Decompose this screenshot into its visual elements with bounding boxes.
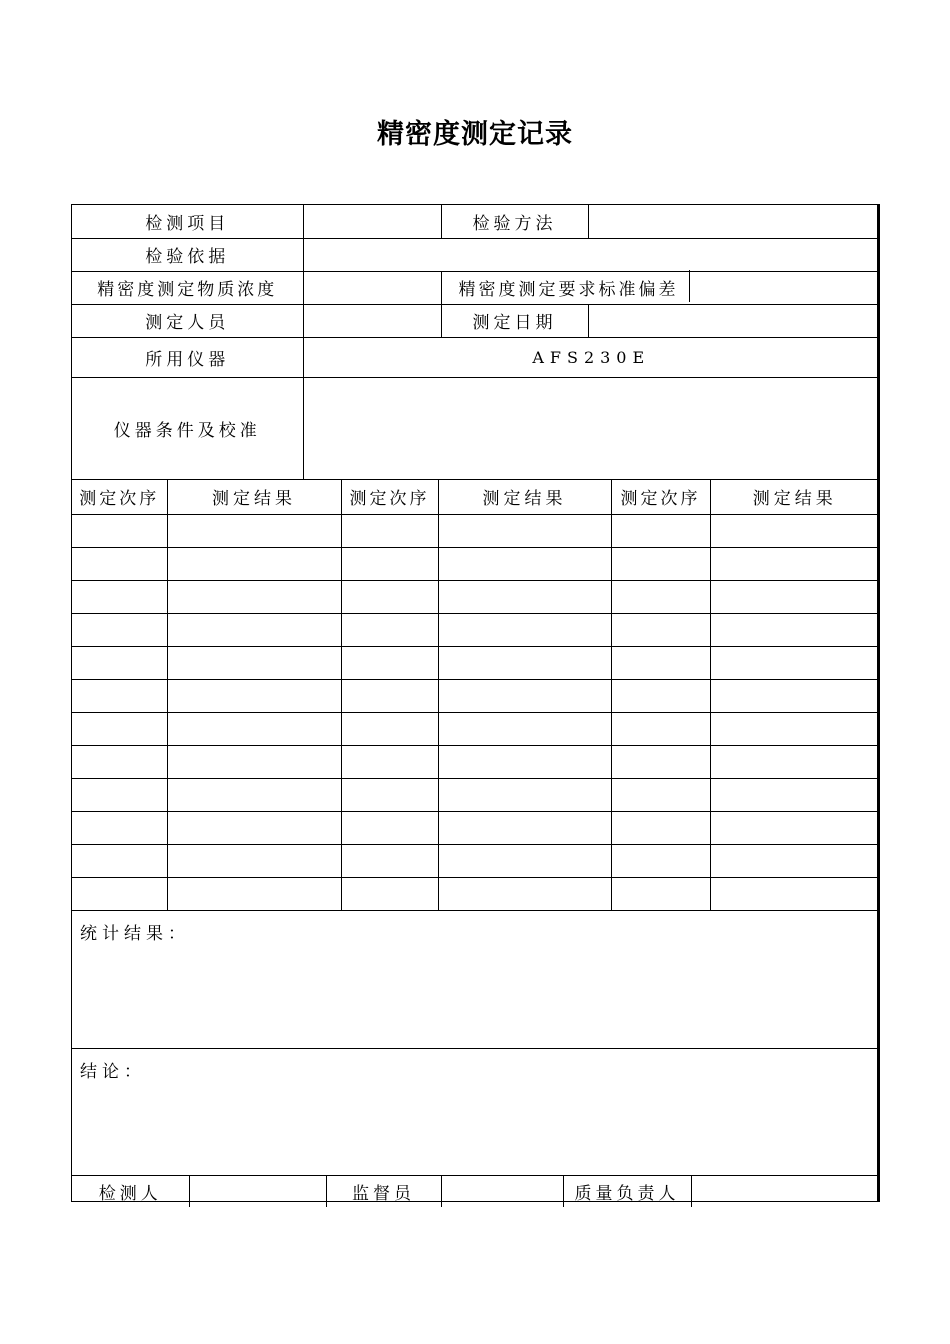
seq-cell[interactable]	[341, 745, 438, 778]
result-cell[interactable]	[710, 547, 879, 580]
item-label: 检测项目	[72, 205, 303, 238]
result-cell[interactable]	[167, 844, 341, 877]
col-result-1: 测定结果	[167, 479, 341, 514]
conditions-label: 仪器条件及校准	[72, 377, 303, 479]
seq-cell[interactable]	[341, 580, 438, 613]
seq-cell[interactable]	[341, 811, 438, 844]
conditions-field[interactable]	[303, 377, 879, 479]
seq-cell[interactable]	[341, 712, 438, 745]
result-cell[interactable]	[438, 580, 611, 613]
results-body	[72, 514, 879, 910]
std-dev-label: 精密度测定要求标准偏差	[441, 271, 879, 304]
table-row	[72, 844, 879, 877]
seq-cell[interactable]	[72, 877, 167, 910]
seq-cell[interactable]	[341, 844, 438, 877]
signature-table	[72, 1175, 879, 1208]
summary-table	[72, 910, 877, 1176]
seq-cell[interactable]	[72, 844, 167, 877]
seq-cell[interactable]	[72, 811, 167, 844]
seq-cell[interactable]	[611, 745, 710, 778]
instrument-value[interactable]: AFS230E	[303, 337, 879, 377]
method-label: 检验方法	[441, 205, 588, 238]
table-row	[72, 679, 879, 712]
seq-cell[interactable]	[341, 613, 438, 646]
seq-cell[interactable]	[341, 679, 438, 712]
header-table	[72, 205, 879, 480]
seq-cell[interactable]	[341, 547, 438, 580]
seq-cell[interactable]	[72, 712, 167, 745]
result-cell[interactable]	[438, 844, 611, 877]
seq-cell[interactable]	[611, 811, 710, 844]
col-seq-1: 测定次序	[72, 479, 167, 514]
result-cell[interactable]	[710, 679, 879, 712]
results-table	[72, 479, 879, 911]
statistics-area[interactable]	[72, 910, 877, 1048]
supervisor-label: 监督员	[326, 1175, 441, 1207]
result-cell[interactable]	[167, 712, 341, 745]
table-row	[72, 745, 879, 778]
seq-cell[interactable]	[611, 778, 710, 811]
seq-cell[interactable]	[72, 613, 167, 646]
seq-cell[interactable]	[611, 613, 710, 646]
result-cell[interactable]	[167, 877, 341, 910]
std-dev-divider	[689, 270, 690, 302]
result-cell[interactable]	[710, 712, 879, 745]
table-row	[72, 646, 879, 679]
concentration-field[interactable]	[303, 271, 441, 304]
table-row	[72, 613, 879, 646]
result-cell[interactable]	[438, 646, 611, 679]
result-cell[interactable]	[438, 613, 611, 646]
result-cell[interactable]	[167, 580, 341, 613]
seq-cell[interactable]	[72, 547, 167, 580]
instrument-label: 所用仪器	[72, 337, 303, 377]
table-row	[72, 811, 879, 844]
result-cell[interactable]	[167, 778, 341, 811]
seq-cell[interactable]	[611, 712, 710, 745]
basis-field[interactable]	[303, 238, 879, 271]
col-seq-2: 测定次序	[341, 479, 438, 514]
page-title: 精密度测定记录	[377, 119, 573, 150]
conclusion-area[interactable]	[72, 1048, 877, 1175]
seq-cell[interactable]	[341, 877, 438, 910]
col-result-2: 测定结果	[438, 479, 611, 514]
seq-cell[interactable]	[341, 778, 438, 811]
basis-label: 检验依据	[72, 238, 303, 271]
result-cell[interactable]	[167, 613, 341, 646]
col-result-3: 测定结果	[710, 479, 879, 514]
seq-cell[interactable]	[611, 679, 710, 712]
result-cell[interactable]	[710, 646, 879, 679]
seq-cell[interactable]	[341, 646, 438, 679]
result-cell[interactable]	[710, 844, 879, 877]
result-cell[interactable]	[710, 514, 879, 547]
seq-cell[interactable]	[72, 745, 167, 778]
seq-cell[interactable]	[72, 679, 167, 712]
quality-label: 质量负责人	[563, 1175, 691, 1207]
result-cell[interactable]	[710, 811, 879, 844]
seq-cell[interactable]	[611, 844, 710, 877]
seq-cell[interactable]	[72, 778, 167, 811]
seq-cell[interactable]	[72, 514, 167, 547]
result-cell[interactable]	[710, 580, 879, 613]
concentration-label: 精密度测定物质浓度	[72, 271, 303, 304]
date-label: 测定日期	[441, 304, 588, 337]
result-cell[interactable]	[167, 646, 341, 679]
item-field[interactable]	[303, 205, 441, 238]
table-row	[72, 778, 879, 811]
result-cell[interactable]	[438, 547, 611, 580]
quality-field[interactable]	[691, 1175, 879, 1207]
result-cell[interactable]	[710, 778, 879, 811]
seq-cell[interactable]	[611, 547, 710, 580]
seq-cell[interactable]	[611, 580, 710, 613]
table-row	[72, 877, 879, 910]
result-cell[interactable]	[438, 679, 611, 712]
operator-field[interactable]	[303, 304, 441, 337]
method-field[interactable]	[588, 205, 879, 238]
table-row	[72, 580, 879, 613]
table-row	[72, 712, 879, 745]
result-cell[interactable]	[710, 613, 879, 646]
seq-cell[interactable]	[72, 580, 167, 613]
frame-edge	[878, 204, 880, 1202]
result-cell[interactable]	[167, 679, 341, 712]
table-row	[72, 547, 879, 580]
date-field[interactable]	[588, 304, 879, 337]
result-cell[interactable]	[438, 745, 611, 778]
result-cell[interactable]	[438, 877, 611, 910]
result-cell[interactable]	[438, 514, 611, 547]
seq-cell[interactable]	[341, 514, 438, 547]
seq-cell[interactable]	[611, 514, 710, 547]
result-cell[interactable]	[438, 811, 611, 844]
statistics-label: 统计结果：	[80, 923, 190, 944]
col-seq-3: 测定次序	[611, 479, 710, 514]
result-cell[interactable]	[167, 745, 341, 778]
record-form	[71, 204, 878, 1202]
seq-cell[interactable]	[611, 877, 710, 910]
result-cell[interactable]	[167, 547, 341, 580]
operator-label: 测定人员	[72, 304, 303, 337]
tester-label: 检测人	[72, 1175, 189, 1207]
result-cell[interactable]	[438, 712, 611, 745]
table-row	[72, 514, 879, 547]
result-cell[interactable]	[438, 778, 611, 811]
conclusion-label: 结论：	[80, 1061, 146, 1082]
result-cell[interactable]	[710, 877, 879, 910]
seq-cell[interactable]	[72, 646, 167, 679]
result-cell[interactable]	[167, 811, 341, 844]
tester-field[interactable]	[189, 1175, 326, 1207]
result-cell[interactable]	[710, 745, 879, 778]
result-cell[interactable]	[167, 514, 341, 547]
seq-cell[interactable]	[611, 646, 710, 679]
supervisor-field[interactable]	[441, 1175, 563, 1207]
